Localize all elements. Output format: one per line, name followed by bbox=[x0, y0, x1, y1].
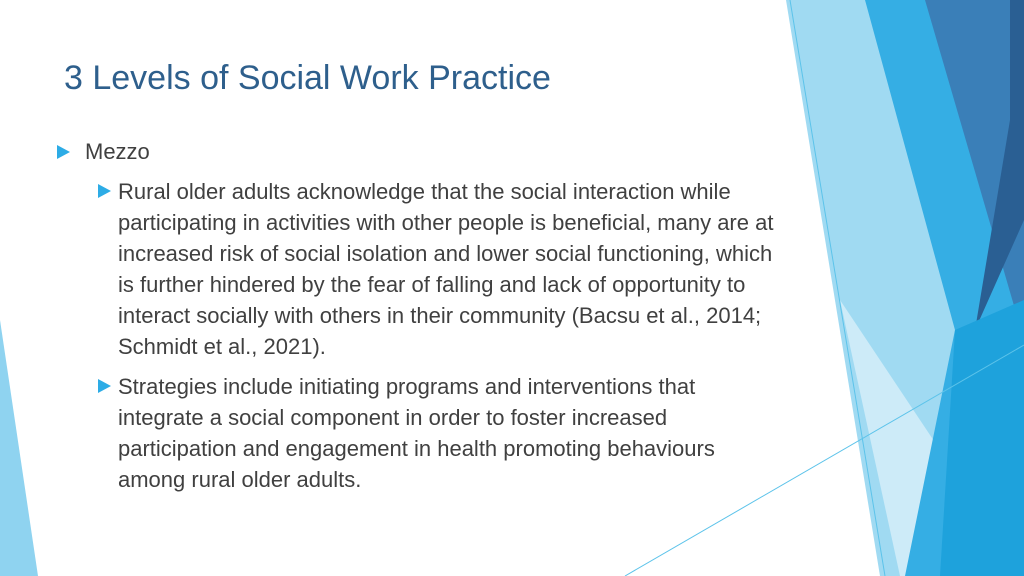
bullet-arrow-icon bbox=[57, 145, 70, 159]
slide-title: 3 Levels of Social Work Practice bbox=[64, 59, 551, 97]
bullet-level2-strategies: Strategies include initiating programs and interventions that integrate a social component in order to foster increased participation and engagement in health promoting behaviours among rural older adults. bbox=[118, 374, 715, 492]
bullet-arrow-icon bbox=[98, 379, 111, 393]
bullet-level2-rural-older-adults: Rural older adults acknowledge that the social interaction while participating in activities with other people is beneficial, many are at increased risk of social isolation and lower social functioning, which is further hindered by the fear of falling and lack of opportunity to interact socially with others in their community (Bacsu et al., 2014; Schmidt et al., 2021). bbox=[118, 179, 774, 359]
bullet-arrow-icon bbox=[98, 184, 111, 198]
left-edge-shape bbox=[0, 320, 38, 576]
bullet-level1-mezzo: Mezzo bbox=[85, 139, 150, 164]
